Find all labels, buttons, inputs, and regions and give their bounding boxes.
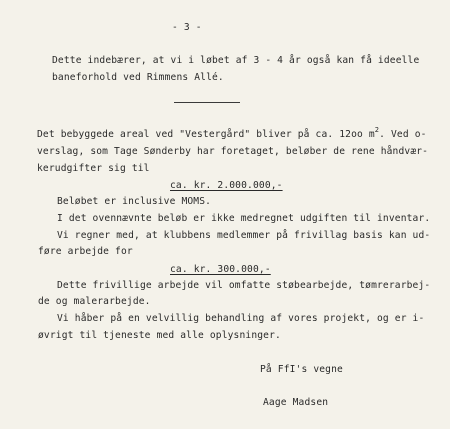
paragraph-1-line-2: baneforhold ved Rimmens Allé.	[52, 72, 224, 83]
paragraph-2-line-2: verslag, som Tage Sønderby har foretaget, beløber de rene håndvær-	[37, 146, 429, 157]
paragraph-2-line-1-text: Det bebyggede areal ved "Vestergård" bliver på ca. 12oo m	[37, 129, 375, 140]
body-line: I det ovennævnte beløb er ikke medregnet udgiften til inventar.	[57, 213, 431, 224]
body-line: Dette frivillige arbejde vil omfatte støbearbejde, tømrerarbej-	[57, 280, 431, 291]
page-number: - 3 -	[172, 22, 202, 33]
paragraph-2-line-1-end: . Ved o-	[379, 129, 427, 140]
section-divider	[174, 102, 240, 103]
paragraph-1-line-1: Dette indebærer, at vi i løbet af 3 - 4 år også kan få ideelle	[52, 55, 420, 66]
body-line: de og malerarbejde.	[38, 296, 151, 307]
paragraph-2-line-1	[37, 125, 427, 141]
body-line: Vi regner med, at klubbens medlemmer på frivillag basis kan ud-	[57, 230, 431, 241]
body-line: føre arbejde for	[38, 246, 133, 257]
superscript-2: 2	[374, 125, 380, 134]
body-line: øvrigt til tjeneste med alle oplysninger.	[38, 330, 281, 341]
closing-line: På FfI's vegne	[260, 364, 343, 375]
signature-name: Aage Madsen	[263, 397, 329, 408]
amount-volunteer: ca. kr. 300.000,-	[170, 264, 271, 275]
body-line: Vi håber på en velvillig behandling af vores projekt, og er i-	[57, 313, 425, 324]
amount-total: ca. kr. 2.000.000,-	[170, 180, 283, 191]
paragraph-2-line-3: kerudgifter sig til	[37, 163, 150, 174]
body-line: Beløbet er inclusive MOMS.	[57, 196, 212, 207]
